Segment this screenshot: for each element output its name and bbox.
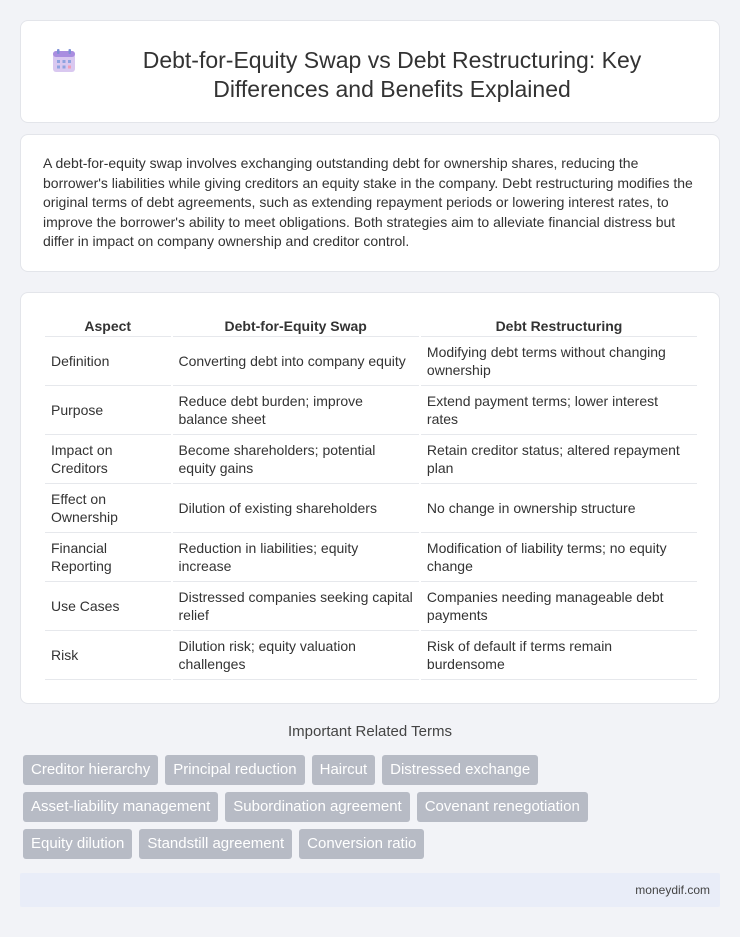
related-terms-tags [23,755,723,866]
related-terms-heading: Important Related Terms [288,723,452,740]
page-title: Debt-for-Equity Swap vs Debt Restructuring: Key Differences and Benefits Explained [142,47,642,102]
intro-paragraph: A debt-for-equity swap involves exchanging outstanding debt for ownership shares, reducing the borrower's liabilities while giving creditors an equity stake in the company. Debt restructuring modifies the original terms of debt agreements, such as extending repayment periods or lowering interest rates, to improve the borrower's ability to meet obligations. Both strategies aim to alleviate financial distress but differ in impact on company ownership and creditor control. [43,155,693,250]
related-term-tag[interactable]: Covenant renegotiation [417,792,588,822]
row-restructuring-value: Companies needing manageable debt payments [421,582,697,631]
row-restructuring-value: Retain creditor status; altered repayment plan [421,435,697,484]
row-restructuring-value: Extend payment terms; lower interest rates [421,386,697,435]
row-restructuring-value: Modifying debt terms without changing ownership [421,337,697,386]
row-aspect: Effect on Ownership [45,484,171,533]
row-swap-value: Distressed companies seeking capital relief [173,582,419,631]
row-swap-value: Reduction in liabilities; equity increase [173,533,419,582]
row-aspect: Financial Reporting [45,533,171,582]
header-debt-restructuring: Debt Restructuring [421,315,697,337]
table-row [45,582,697,631]
table-row [45,484,697,533]
tag-row [23,792,723,822]
header-aspect: Aspect [45,315,171,337]
related-term-tag[interactable]: Asset-liability management [23,792,218,822]
table-row [45,337,697,386]
header-debt-for-equity-swap: Debt-for-Equity Swap [173,315,419,337]
table-header-row [45,315,697,337]
row-restructuring-value: No change in ownership structure [421,484,697,533]
table-row [45,631,697,680]
row-aspect: Risk [45,631,171,680]
intro-card [20,134,720,272]
related-term-tag[interactable]: Creditor hierarchy [23,755,158,785]
related-term-tag[interactable]: Distressed exchange [382,755,538,785]
related-term-tag[interactable]: Haircut [312,755,376,785]
row-aspect: Definition [45,337,171,386]
row-swap-value: Converting debt into company equity [173,337,419,386]
table-row [45,386,697,435]
related-term-tag[interactable]: Subordination agreement [225,792,409,822]
tag-row [23,829,723,859]
row-swap-value: Reduce debt burden; improve balance sheet [173,386,419,435]
related-term-tag[interactable]: Conversion ratio [299,829,424,859]
row-swap-value: Become shareholders; potential equity gains [173,435,419,484]
row-aspect: Use Cases [45,582,171,631]
related-term-tag[interactable]: Standstill agreement [139,829,292,859]
comparison-table [43,315,699,680]
row-aspect: Purpose [45,386,171,435]
footer-source: moneydif.com [20,873,720,907]
tag-row [23,755,723,785]
related-term-tag[interactable]: Equity dilution [23,829,132,859]
table-row [45,435,697,484]
row-aspect: Impact on Creditors [45,435,171,484]
comparison-table-card [20,292,720,704]
table-row [45,533,697,582]
calendar-icon [51,48,77,74]
row-swap-value: Dilution risk; equity valuation challenges [173,631,419,680]
related-term-tag[interactable]: Principal reduction [165,755,304,785]
row-swap-value: Dilution of existing shareholders [173,484,419,533]
row-restructuring-value: Modification of liability terms; no equity change [421,533,697,582]
row-restructuring-value: Risk of default if terms remain burdensome [421,631,697,680]
title-card [20,20,720,123]
